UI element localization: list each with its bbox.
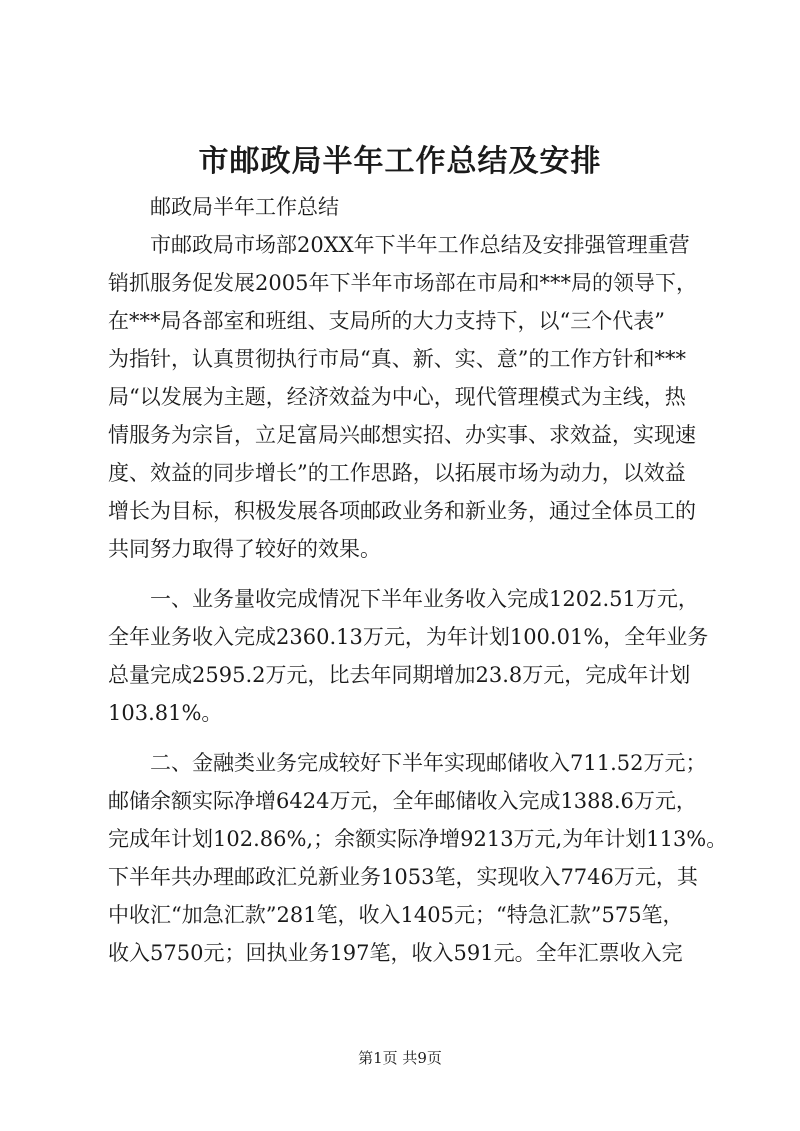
document-body — [108, 188, 728, 972]
text-line: 全年业务收入完成2360.13万元，为年计划100.01%，全年业务 — [108, 625, 709, 649]
text-line: 收入5750元；回执业务197笔，收入591元。全年汇票收入完 — [108, 941, 683, 965]
paragraph-2 — [108, 580, 708, 732]
text-line: 中收汇“加急汇款”281笔，收入1405元；“特急汇款”575笔， — [108, 903, 684, 927]
paragraph-3 — [108, 744, 728, 972]
paragraph-1 — [108, 226, 708, 568]
text-line: 103.81%。 — [108, 701, 223, 725]
text-line: 情服务为宗旨，立足富局兴邮想实招、办实事、求效益，实现速 — [108, 423, 696, 447]
text-line: 为指针，认真贯彻执行市局“真、新、实、意”的工作方针和*** — [108, 347, 686, 371]
text-line: 邮储余额实际净增6424万元，全年邮储收入完成1388.6万元， — [108, 789, 697, 813]
page-indicator: 第1页 共9页 — [358, 1049, 442, 1067]
text-line: 度、效益的同步增长”的工作思路，以拓展市场为动力，以效益 — [108, 461, 686, 485]
text-line: 共同努力取得了较好的效果。 — [108, 537, 381, 561]
document-title: 市邮政局半年工作总结及安排 — [198, 144, 602, 179]
text-line: 总量完成2595.2万元，比去年同期增加23.8万元，完成年计划 — [108, 663, 691, 687]
text-line: 市邮政局市场部20XX年下半年工作总结及安排强管理重营 — [150, 233, 690, 257]
document-subtitle: 邮政局半年工作总结 — [150, 195, 339, 219]
text-line: 一、业务量收完成情况下半年业务收入完成1202.51万元， — [150, 587, 699, 611]
text-line: 销抓服务促发展2005年下半年市场部在市局和***局的领导下， — [108, 271, 697, 295]
text-line: 在***局各部室和班组、支局所的大力支持下，以“三个代表” — [108, 309, 665, 333]
text-line: 下半年共办理邮政汇兑新业务1053笔，实现收入7746万元，其 — [108, 865, 698, 889]
text-line: 二、金融类业务完成较好下半年实现邮储收入711.52万元； — [150, 751, 707, 775]
text-line: 局“以发展为主题，经济效益为中心，现代管理模式为主线，热 — [108, 385, 686, 409]
text-line: 完成年计划102.86%,；余额实际净增9213万元,为年计划113%。 — [108, 827, 728, 851]
text-line: 增长为目标，积极发展各项邮政业务和新业务，通过全体员工的 — [108, 499, 696, 523]
